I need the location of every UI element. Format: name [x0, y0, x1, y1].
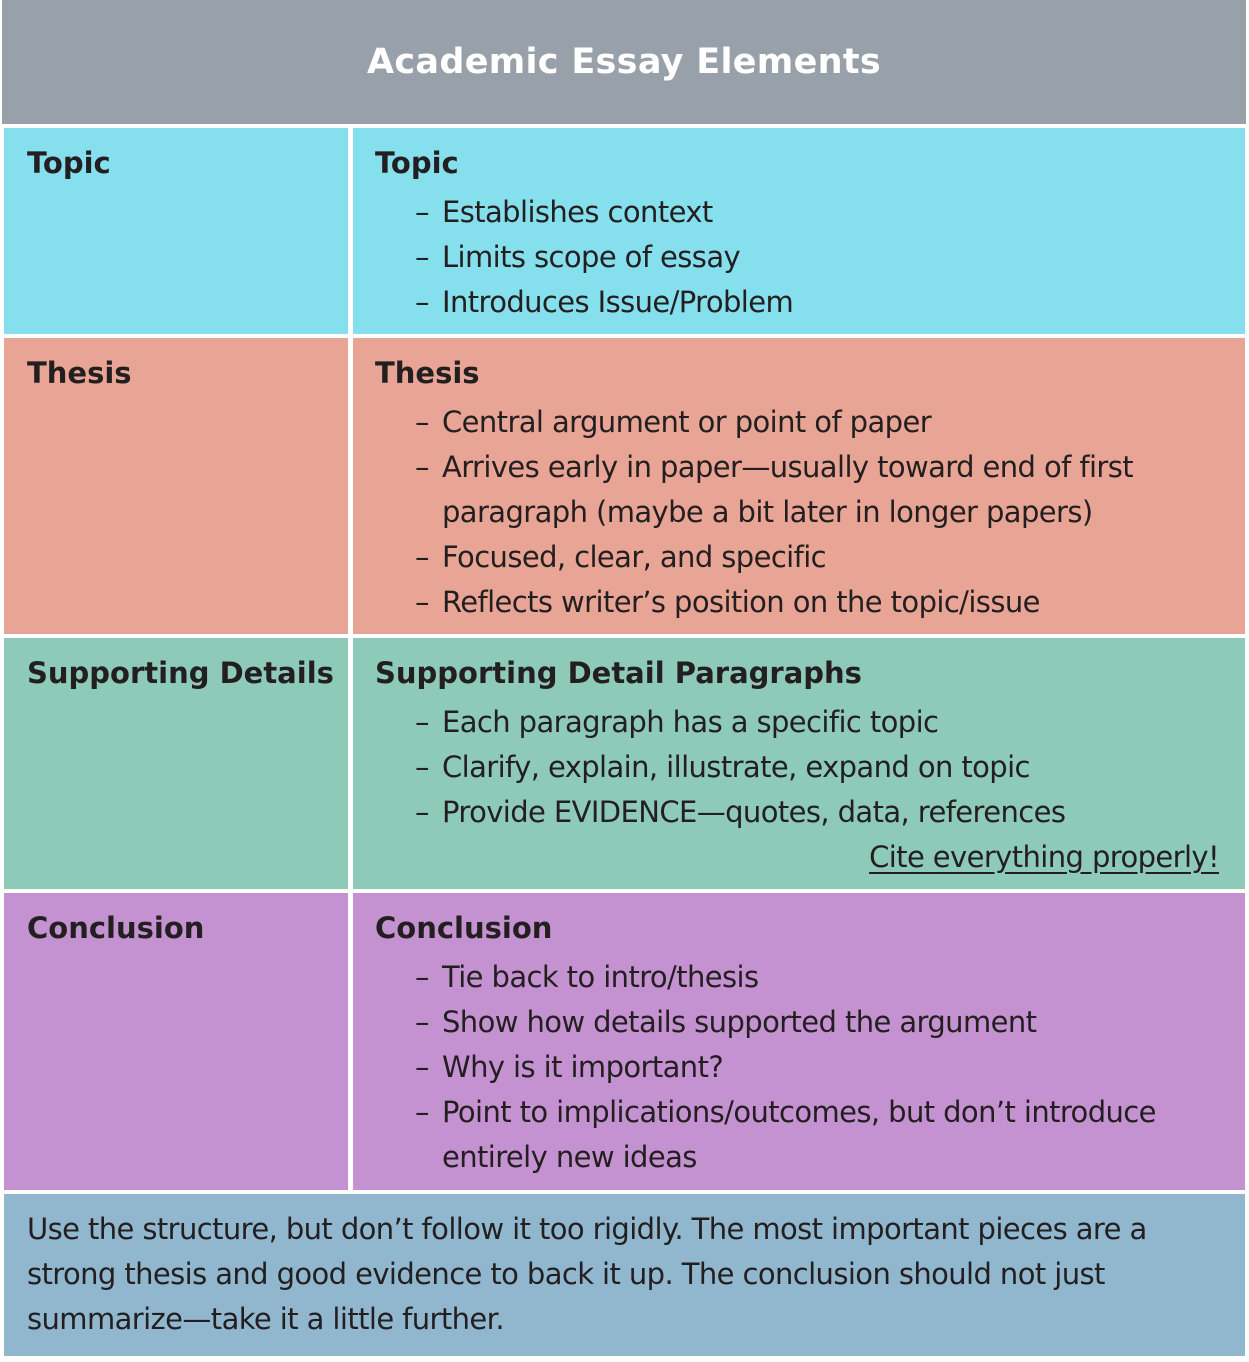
row-heading: Topic — [375, 146, 459, 180]
row-points — [375, 700, 1245, 835]
row-heading: Supporting Detail Paragraphs — [375, 656, 862, 690]
row-points — [375, 955, 1235, 1180]
footer-text: Use the structure, but don’t follow it too rigidly. The most important pieces are a strong thesis and good evidence to back it up. The conclusion should not just summarize—take it a little further. — [27, 1212, 1147, 1336]
list-item: – Reflects writer’s position on the topic/issue — [415, 580, 1195, 625]
row-label: Thesis — [27, 356, 132, 390]
row-conclusion — [4, 893, 1245, 1190]
list-item: – Establishes context — [415, 190, 1245, 235]
cite-note-text: Cite everything properly! — [869, 840, 1219, 874]
list-item: – Clarify, explain, illustrate, expand on topic — [415, 745, 1245, 790]
row-points — [375, 400, 1195, 625]
list-item: – Limits scope of essay — [415, 235, 1245, 280]
list-item: – Introduces Issue/Problem — [415, 280, 1245, 325]
row-heading: Conclusion — [375, 911, 553, 945]
row-supporting-content-cell — [353, 638, 1245, 889]
row-thesis-label-cell — [4, 338, 348, 634]
cite-note — [375, 835, 1245, 880]
list-item: – Point to implications/outcomes, but don’t introduce entirely new ideas — [415, 1090, 1235, 1180]
list-item: – Each paragraph has a specific topic — [415, 700, 1245, 745]
table-title: Academic Essay Elements — [367, 42, 881, 82]
list-item: – Tie back to intro/thesis — [415, 955, 1235, 1000]
list-item: – Provide EVIDENCE—quotes, data, references — [415, 790, 1245, 835]
row-conclusion-content-cell — [353, 893, 1245, 1190]
row-supporting-label-cell — [4, 638, 348, 889]
list-item: – Why is it important? — [415, 1045, 1235, 1090]
table-footer — [4, 1194, 1245, 1356]
row-label: Supporting Details — [27, 656, 334, 690]
row-heading: Thesis — [375, 356, 480, 390]
row-label: Topic — [27, 146, 111, 180]
list-item: – Show how details supported the argument — [415, 1000, 1235, 1045]
row-conclusion-label-cell — [4, 893, 348, 1190]
row-supporting-details — [4, 638, 1245, 889]
list-item: – Focused, clear, and specific — [415, 535, 1195, 580]
list-item: – Central argument or point of paper — [415, 400, 1195, 445]
row-label: Conclusion — [27, 911, 205, 945]
row-thesis — [4, 338, 1245, 634]
row-topic-content-cell — [353, 128, 1245, 334]
row-thesis-content-cell — [353, 338, 1245, 634]
row-topic — [4, 128, 1245, 334]
table-header — [2, 0, 1246, 124]
row-points — [375, 190, 1245, 325]
row-topic-label-cell — [4, 128, 348, 334]
list-item: – Arrives early in paper—usually toward end of first paragraph (maybe a bit later in longer papers) — [415, 445, 1195, 535]
